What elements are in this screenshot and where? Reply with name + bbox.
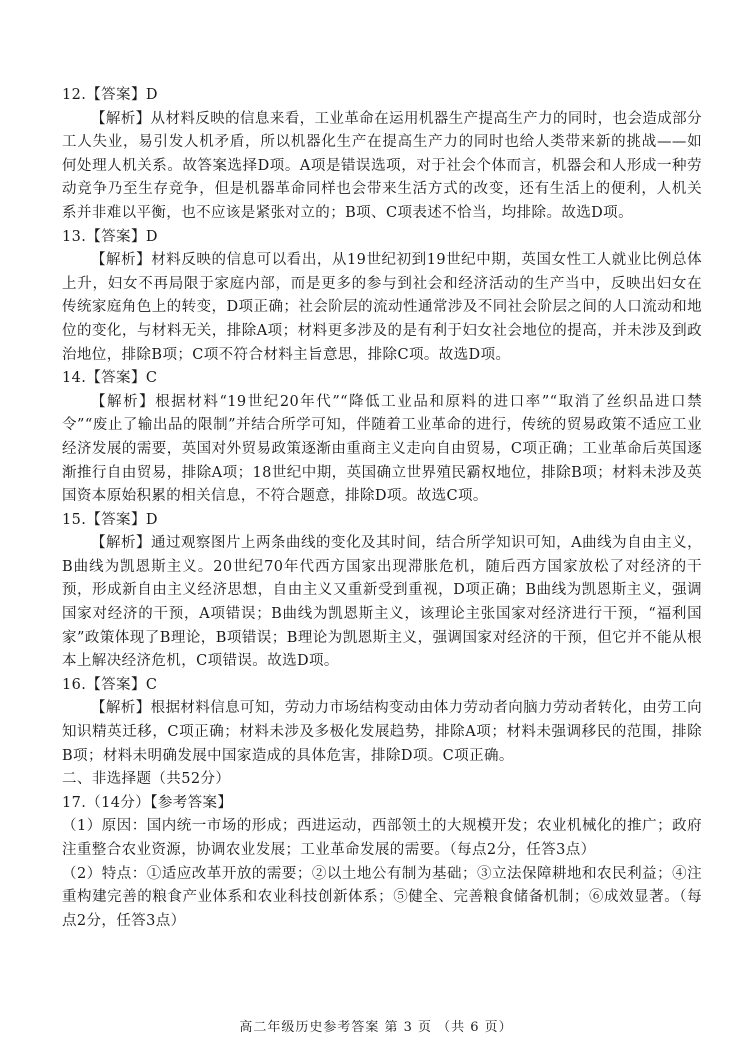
- answer-key-content: [62, 84, 702, 933]
- q16-analysis: 【解析】根据材料信息可知，劳动力市场结构变动由体力劳动者向脑力劳动者转化，由劳工向知识精英迁移，C项正确；材料未涉及多极化发展趋势，排除A项；材料未强调移民的范围，排除B项；材料未明确发展中国家造成的具体危害，排除D项。C项正确。: [62, 700, 702, 764]
- q13-analysis: 【解析】材料反映的信息可以看出，从19世纪初到19世纪中期，英国女性工人就业比例总体上升，妇女不再局限于家庭内部，而是更多的参与到社会和经济活动的生产当中，反映出妇女在传统家庭角色上的转变，D项正确；社会阶层的流动性通常涉及不同社会阶层之间的人口流动和地位的变化，与材料无关，排除A项；材料更多涉及的是有利于妇女社会地位的提高，并未涉及到政治地位，排除B项；C项不符合材料主旨意思，排除C项。故选D项。: [62, 252, 702, 363]
- section-title: 二、非选择题（共52分）: [62, 771, 231, 788]
- q15-answer: 15.【答案】D: [62, 511, 158, 528]
- q17-part1: （1）原因：国内统一市场的形成；西进运动，西部领土的大规模开发；农业机械化的推广；政府注重整合农业资源，协调农业发展；工业革命发展的需要。（每点2分，任答3点）: [62, 818, 702, 858]
- q13-answer: 13.【答案】D: [62, 228, 158, 245]
- page-footer: 高二年级历史参考答案 第 3 页 （共 6 页）: [239, 1020, 513, 1035]
- q15-analysis: 【解析】通过观察图片上两条曲线的变化及其时间，结合所学知识可知，A曲线为自由主义，B曲线为凯恩斯主义。20世纪70年代西方国家出现滞胀危机，随后西方国家放松了对经济的干预，形成新自由主义经济思想，自由主义又重新受到重视，D项正确；B曲线为凯恩斯主义，强调国家对经济的干预，A项错误；B曲线为凯恩斯主义，该理论主张国家对经济进行干预，“福利国家”政策体现了B理论，B项错误；B理论为凯恩斯主义，强调国家对经济的干预，但它并不能从根本上解决经济危机，C项错误。故选D项。: [62, 535, 702, 670]
- q12-answer: 12.【答案】D: [62, 87, 158, 103]
- q16-answer: 16.【答案】C: [62, 676, 158, 693]
- q14-analysis: 【解析】根据材料“19世纪20年代”“降低工业品和原料的进口率”“取消了丝织品进口禁令”“废止了输出品的限制”并结合所学可知，伴随着工业革命的进行，传统的贸易政策不适应工业经济发展的需要，英国对外贸易政策逐渐由重商主义走向自由贸易，C项正确；工业革命后英国逐渐推行自由贸易，排除A项；18世纪中期，英国确立世界殖民霸权地位，排除B项；材料未涉及英国资本原始积累的相关信息，不符合题意，排除D项。故选C项。: [62, 393, 702, 505]
- q14-answer: 14.【答案】C: [62, 370, 158, 387]
- q17-part2: （2）特点：①适应改革开放的需要；②以土地公有制为基础；③立法保障耕地和农民利益；④注重构建完善的粮食产业体系和农业科技创新体系；⑤健全、完善粮食储备机制；⑥成效显著。（每点2分，任答3点）: [62, 865, 702, 929]
- q17-head: 17.（14分）【参考答案】: [62, 794, 233, 811]
- q12-analysis: 【解析】从材料反映的信息来看，工业革命在运用机器生产提高生产力的同时，也会造成部分工人失业，易引发人机矛盾，所以机器化生产在提高生产力的同时也给人类带来新的挑战——如何处理人机关系。故答案选择D项。A项是错误选项，对于社会个体而言，机器会和人形成一种劳动竞争乃至生存竞争，但是机器革命同样也会带来生活方式的改变，还有生活上的便利，人机关系并非难以平衡，也不应该是紧张对立的；B项、C项表述不恰当，均排除。故选D项。: [62, 110, 702, 221]
